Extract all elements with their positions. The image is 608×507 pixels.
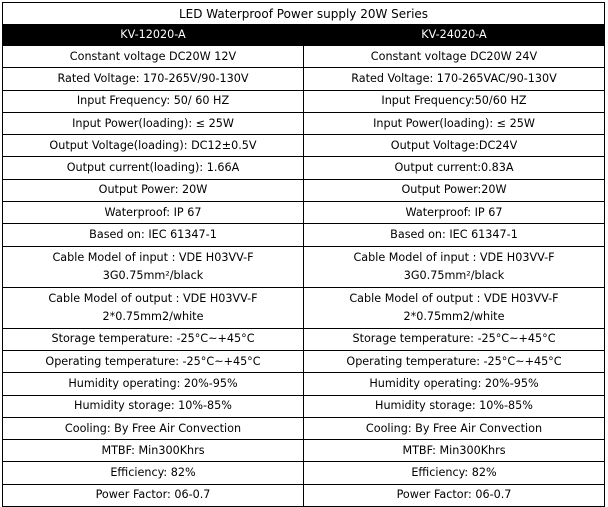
spec-cell: Input Power(loading): ≤ 25W <box>304 112 605 134</box>
table-row <box>3 46 605 68</box>
spec-cell: Constant voltage DC20W 12V <box>3 46 304 68</box>
table-row <box>3 202 605 224</box>
table-row <box>3 179 605 201</box>
cable-input-line1: Cable Model of input : VDE H03VV-F <box>52 250 254 264</box>
table-row <box>3 224 605 246</box>
spec-cell: Humidity operating: 20%-95% <box>3 373 304 395</box>
cable-input-line1: Cable Model of input : VDE H03VV-F <box>353 250 555 264</box>
spec-cell: Operating temperature: -25°C~+45°C <box>3 350 304 372</box>
spec-cell <box>3 246 304 287</box>
table-row <box>3 350 605 372</box>
table-row <box>3 287 605 328</box>
spec-cell: Power Factor: 06-0.7 <box>304 484 605 506</box>
spec-cell: Storage temperature: -25°C~+45°C <box>304 328 605 350</box>
table-row <box>3 68 605 90</box>
model-header-left: KV-12020-A <box>3 25 304 46</box>
spec-cell: Output Voltage:DC24V <box>304 135 605 157</box>
spec-cell: Input Power(loading): ≤ 25W <box>3 112 304 134</box>
table-row <box>3 246 605 287</box>
spec-cell: Storage temperature: -25°C~+45°C <box>3 328 304 350</box>
spec-cell: Operating temperature: -25°C~+45°C <box>304 350 605 372</box>
table-row <box>3 90 605 112</box>
spec-cell: Based on: IEC 61347-1 <box>304 224 605 246</box>
spec-cell: Constant voltage DC20W 24V <box>304 46 605 68</box>
cable-output-line2: 2*0.75mm2/white <box>102 309 204 323</box>
table-title: LED Waterproof Power supply 20W Series <box>3 3 605 25</box>
cable-output-line2: 2*0.75mm2/white <box>403 309 505 323</box>
cable-output-line1: Cable Model of output : VDE H03VV-F <box>48 291 258 305</box>
table-row <box>3 112 605 134</box>
spec-cell: Output current(loading): 1.66A <box>3 157 304 179</box>
spec-cell: Efficiency: 82% <box>304 462 605 484</box>
spec-cell: MTBF: Min300Khrs <box>3 440 304 462</box>
spec-cell: Output Power:20W <box>304 179 605 201</box>
spec-cell: Output current:0.83A <box>304 157 605 179</box>
spec-cell: Rated Voltage: 170-265V/90-130V <box>3 68 304 90</box>
spec-cell: Output Voltage(loading): DC12±0.5V <box>3 135 304 157</box>
spec-table <box>2 2 605 507</box>
spec-cell: Humidity storage: 10%-85% <box>3 395 304 417</box>
table-row <box>3 157 605 179</box>
model-header-right: KV-24020-A <box>304 25 605 46</box>
table-row <box>3 328 605 350</box>
spec-cell <box>304 287 605 328</box>
spec-cell: Waterproof: IP 67 <box>304 202 605 224</box>
spec-cell: Input Frequency: 50/ 60 HZ <box>3 90 304 112</box>
table-row <box>3 484 605 506</box>
cable-input-line2: 3G0.75mm²/black <box>102 268 204 282</box>
spec-cell: Humidity storage: 10%-85% <box>304 395 605 417</box>
spec-cell <box>3 287 304 328</box>
spec-cell: Power Factor: 06-0.7 <box>3 484 304 506</box>
table-row <box>3 440 605 462</box>
table-row <box>3 395 605 417</box>
spec-cell: Cooling: By Free Air Convection <box>3 417 304 439</box>
spec-cell: Efficiency: 82% <box>3 462 304 484</box>
cable-input-line2: 3G0.75mm²/black <box>403 268 505 282</box>
table-row <box>3 373 605 395</box>
spec-cell: Waterproof: IP 67 <box>3 202 304 224</box>
spec-cell: Humidity operating: 20%-95% <box>304 373 605 395</box>
spec-cell: Output Power: 20W <box>3 179 304 201</box>
spec-cell: MTBF: Min300Khrs <box>304 440 605 462</box>
spec-cell: Cooling: By Free Air Convection <box>304 417 605 439</box>
table-row <box>3 462 605 484</box>
cable-output-line1: Cable Model of output : VDE H03VV-F <box>349 291 559 305</box>
table-row <box>3 135 605 157</box>
spec-cell: Rated Voltage: 170-265VAC/90-130V <box>304 68 605 90</box>
spec-cell: Input Frequency:50/60 HZ <box>304 90 605 112</box>
table-row <box>3 417 605 439</box>
spec-cell <box>304 246 605 287</box>
spec-cell: Based on: IEC 61347-1 <box>3 224 304 246</box>
